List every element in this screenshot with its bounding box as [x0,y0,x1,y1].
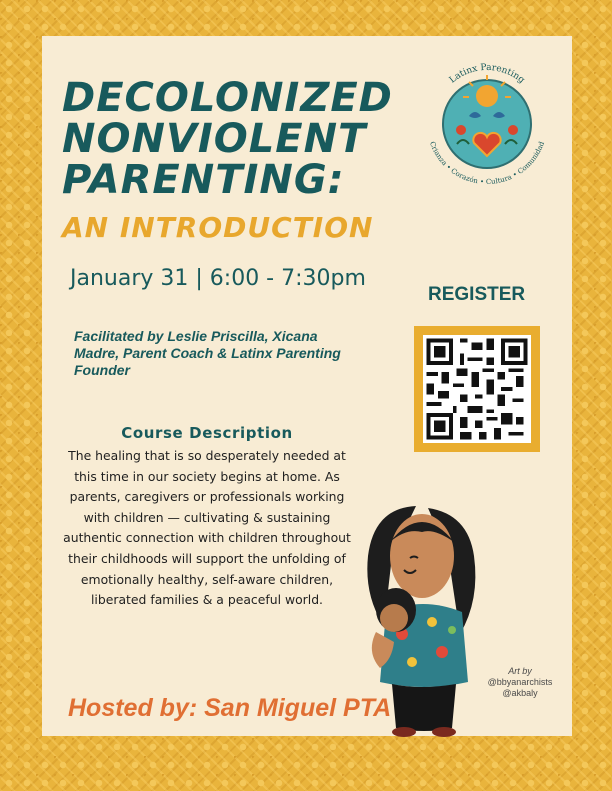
title-line-1: DECOLONIZED [62,75,393,121]
event-subtitle: AN INTRODUCTION [62,211,374,244]
art-credit-handle-1: @bbyanarchists [487,677,553,687]
registration-qr-code[interactable] [423,335,531,443]
title-line-2: NONVIOLENT [62,116,367,162]
parent-child-illustration [346,502,496,742]
facilitator-text: Facilitated by Leslie Priscilla, Xicana Madre, Parent Coach & Latinx Parenting Founder [74,328,341,378]
art-credit-handle-2: @akbaly [502,688,538,698]
hosted-by-text: Hosted by: San Miguel PTA [68,694,392,722]
qr-code-frame[interactable] [414,326,540,452]
course-description-text: The healing that is so desperately needed at this time in our society begins at home. As parents, caregivers or professionals working with children — cultivating & sustaining authentic connection with children throughout their childhoods will support the unfolding of emotionally healthy, self-aware children, liberated families & a peaceful world. [63,448,351,608]
event-date-time: January 31 | 6:00 - 7:30pm [70,266,366,291]
logo-bottom-text: Crianza • Corazón • Cultura • Comunidad [427,140,547,187]
event-title [62,75,393,203]
latinx-parenting-logo [417,52,557,192]
logo-top-text: Latinx Parenting [447,62,527,86]
register-label: REGISTER [428,284,526,305]
course-description-heading: Course Description [121,424,293,442]
art-credit-label: Art by [508,666,532,676]
title-line-3: PARENTING: [62,157,345,203]
